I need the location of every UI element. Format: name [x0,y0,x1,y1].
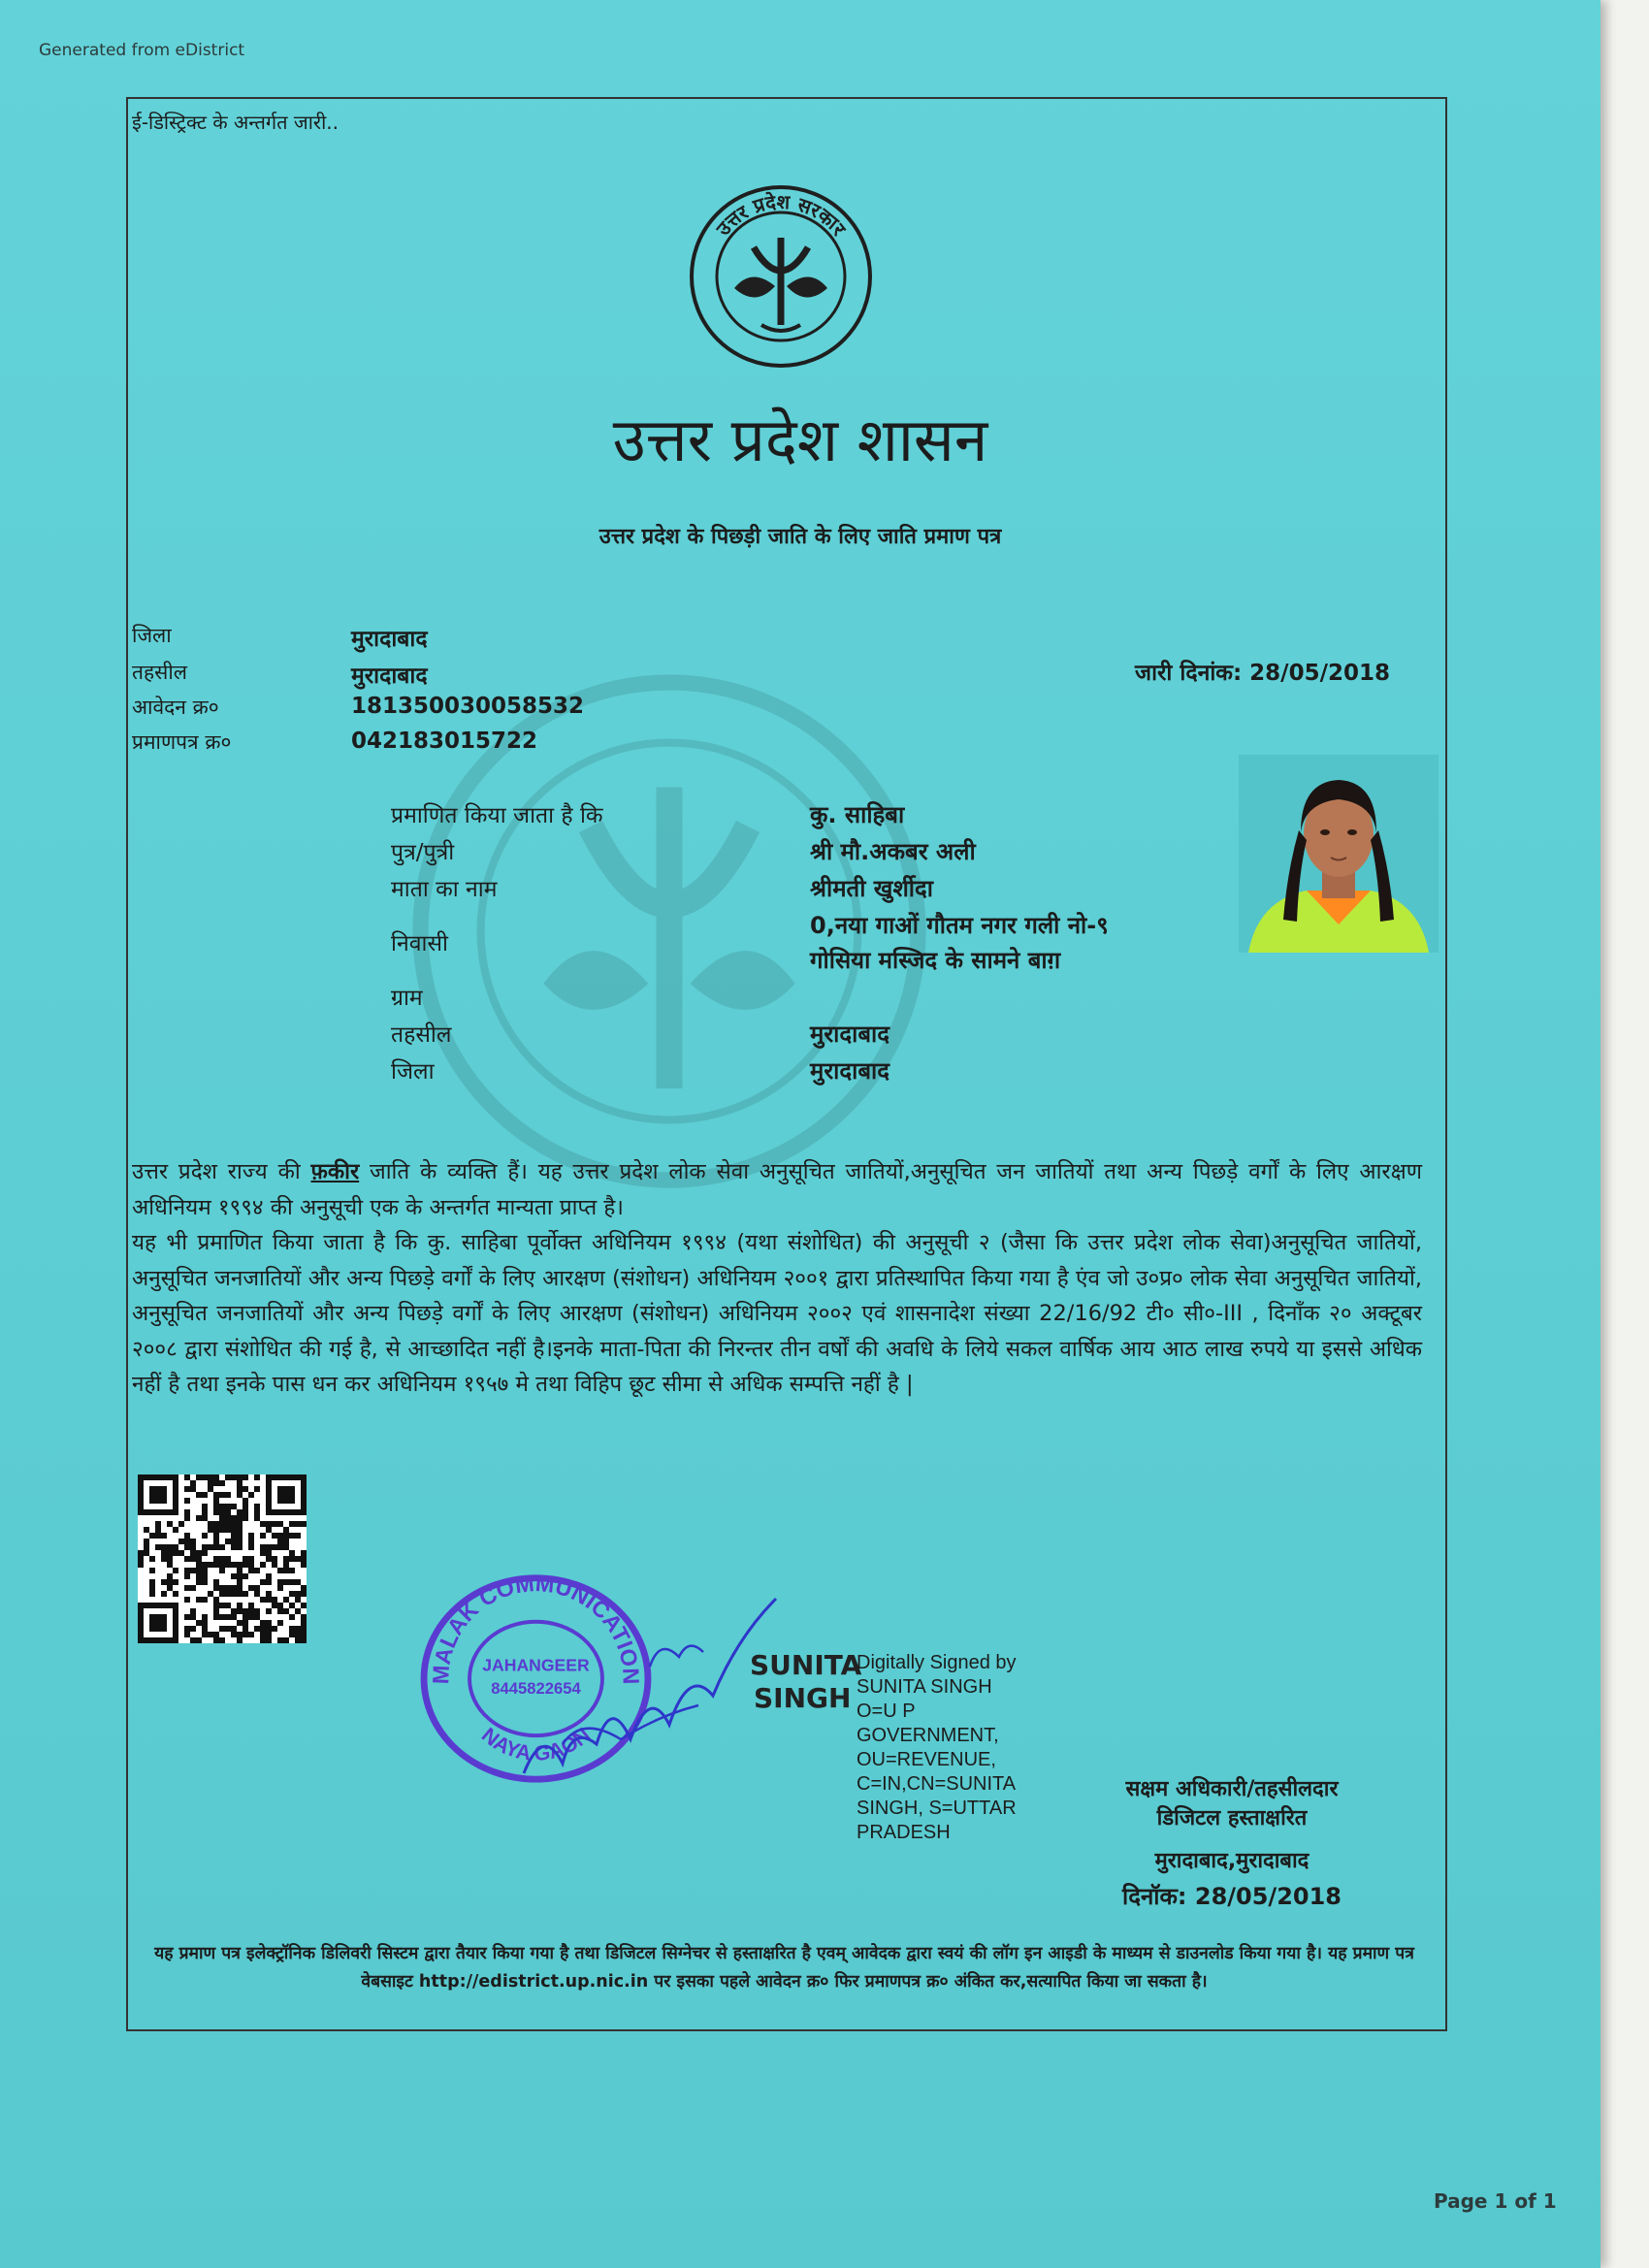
officer-signed-status: डिजिटल हस्ताक्षरित [1156,1806,1308,1831]
body-paragraph-2: यह भी प्रमाणित किया जाता है कि कु. साहिबा पूर्वोक्त अधिनियम १९९४ (यथा संशोधित) की अनुसूची २ (जैसा कि उत्तर प्रदेश लोक सेवा)अनुसूचित जातियों, अनुसूचित जनजातियों और अन्य पिछड़े वर्गों के लिए आरक्षण (संशोधन) अधिनियम २००१ द्वारा प्रतिस्थापित किया गया है एंव जो उ०प्र० लोक सेवा अनुसूचित जातियों, अनुसूचित जनजातियों और अन्य पिछड़े वर्गों के लिए आरक्षण (संशोधन) अधिनियम २००२ एवं शासनादेश संख्या 22/16/92 टी० सी०-III , दिनाँक २० अक्टूबर २००८ द्वारा संशोधित की गई है, से आच्छादित नहीं है।इनके माता-पिता की निरन्तर तीन वर्षों की अवधि के लिये सकल वार्षिक आय आठ लाख रुपये या इससे अधिक नहीं है तथा इनके पास धन कर अधिनियम १९५७ मे तथा विहिप छूट सीमा से अधिक सम्पत्ति नहीं है | [132,1230,1422,1397]
meta-label-tehsil: तहसील [132,661,187,684]
sig-line: Digitally Signed by [857,1652,1017,1673]
issued-under-text: ई-डिस्ट्रिक्ट के अन्तर्गत जारी.. [132,111,339,134]
officer-title: सक्षम अधिकारी/तहसीलदार [1125,1777,1339,1801]
footer-verification-note: यह प्रमाण पत्र इलेक्ट्रॉनिक डिलिवरी सिस्टम द्वारा तैयार किया गया है तथा डिजिटल सिग्नेचर से हस्ताक्षरित है एवम् आवेदक द्वारा स्वयं की लॉग इन आइडी के माध्यम से डाउनलोड किया गया है। यह प्रमाण पत्र वेबसाइट http://edistrict.up.nic.in पर इसका पहले आवेदन क्र० फिर प्रमाणपत्र क्र० अंकित कर,सत्यापित किया जा सकता है। [154,1944,1414,1992]
body-paragraph-1b: जाति के व्यक्ति हैं। यह उत्तर प्रदेश लोक सेवा अनुसूचित जातियों,अनुसूचित जन जातियों तथा अन्य पिछड़े वर्गों के लिए आरक्षण अधिनियम १९९४ की अनुसूची एक के अन्तर्गत मान्यता प्राप्त है। [132,1159,1423,1220]
detail-label-tehsil: तहसील [391,1022,452,1048]
meta-value-application-no: 181350030058532 [351,694,585,719]
meta-value-tehsil: मुरादाबाद [351,664,428,689]
detail-value-district: मुरादाबाद [810,1057,890,1085]
government-title: उत्तर प्रदेश शासन [612,405,988,475]
meta-value-certificate-no: 042183015722 [351,729,538,754]
meta-label-district: जिला [132,624,172,647]
body-paragraph-1a: उत्तर प्रदेश राज्य की [132,1159,311,1184]
stamp-phone: 8445822654 [491,1679,581,1699]
stamp-bottom-text: NAYA GAON [476,1723,596,1766]
sig-line: PRADESH [857,1822,951,1843]
meta-label-certificate-no: प्रमाणपत्र क्र० [132,730,232,754]
meta-label-application-no: आवेदन क्र० [132,696,219,719]
sig-line: GOVERNMENT, [857,1725,999,1746]
detail-value-mother: श्रीमती खुर्शीदा [810,875,933,902]
detail-label-mother: माता का नाम [391,877,498,902]
digital-signer-first-name: SUNITA [750,1649,862,1681]
meta-value-district: मुरादाबाद [351,627,428,652]
sig-line: O=U P [857,1701,916,1722]
emblem-text: उत्तर प्रदेश सरकार [711,189,851,241]
caste-name: फ़कीर [310,1159,360,1184]
verification-qr-code-icon [138,1474,307,1643]
page-number: Page 1 of 1 [1434,2189,1557,2213]
certificate-title: उत्तर प्रदेश के पिछड़ी जाति के लिए जाति प्रमाण पत्र [598,525,1002,549]
stamp-top-text: MALAK COMMUNICATION [428,1571,644,1685]
sig-line: SINGH, S=UTTAR [857,1798,1017,1819]
officer-place: मुरादाबाद,मुरादाबाद [1154,1849,1310,1873]
digital-signature-details [857,1651,1051,1845]
issue-date: जारी दिनांक: 28/05/2018 [1135,661,1390,686]
detail-label-village: ग्राम [391,986,423,1011]
generated-note: Generated from eDistrict [39,41,245,60]
detail-label-certified: प्रमाणित किया जाता है कि [391,803,603,828]
certificate-body [132,1154,1422,1403]
svg-text:उत्तर प्रदेश सरकार [711,190,852,241]
detail-label-district: जिला [391,1059,435,1085]
detail-value-tehsil: मुरादाबाद [810,1021,890,1048]
sig-line: OU=REVENUE, [857,1749,996,1770]
sig-line: C=IN,CN=SUNITA [857,1773,1017,1795]
sig-line: SUNITA SINGH [857,1676,992,1698]
applicant-photo [1239,755,1439,953]
detail-value-address-line1: 0,नया गाओं गौतम नगर गली नो-९ [810,912,1109,939]
detail-label-resident: निवासी [391,931,448,956]
stamp-name: JAHANGEER [482,1655,590,1675]
officer-date: दिनॉक: 28/05/2018 [1121,1883,1342,1910]
detail-value-address-line2: गोसिया मस्जिद के सामने बाग़ [810,947,1061,974]
digital-signer-last-name: SINGH [754,1682,852,1714]
handwritten-signature [504,1579,795,1802]
detail-value-name: कु. साहिबा [810,801,905,828]
detail-label-son-daughter: पुत्र/पुत्री [391,840,455,865]
up-government-emblem-icon [684,179,878,373]
detail-value-father: श्री मौ.अकबर अली [810,838,976,865]
